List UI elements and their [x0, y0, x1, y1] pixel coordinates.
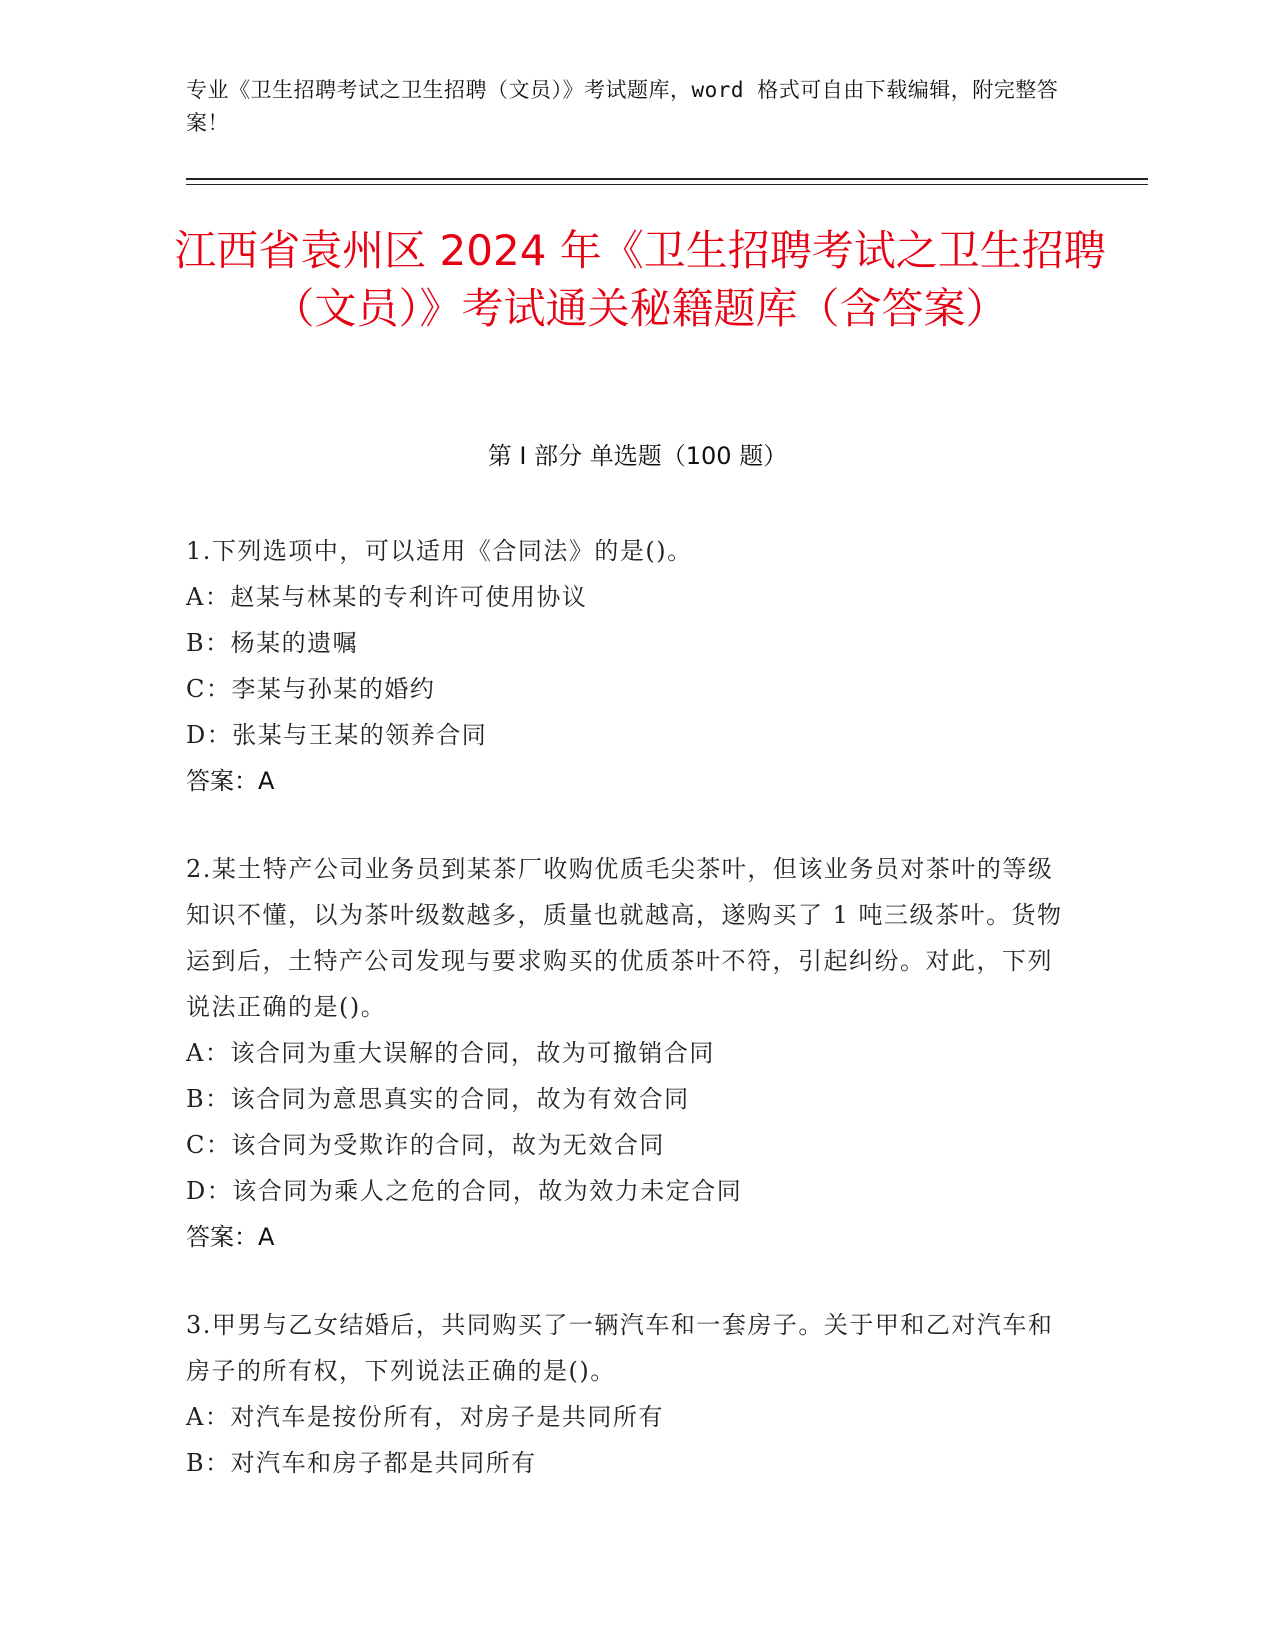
option-b: B：杨某的遗嘱 [186, 629, 359, 657]
question-stem: 3.甲男与乙女结婚后，共同购买了一辆汽车和一套房子。关于甲和乙对汽车和房子的所有权，下列说法正确的是()。 [186, 1311, 1054, 1385]
question-stem: 1.下列选项中，可以适用《合同法》的是()。 [186, 537, 693, 565]
option-d: D：该合同为乘人之危的合同，故为效力未定合同 [186, 1177, 743, 1205]
header-rule-thick [186, 178, 1148, 180]
header-rule-thin [186, 184, 1148, 185]
header-note: 专业《卫生招聘考试之卫生招聘（文员）》考试题库，word 格式可自由下载编辑，附完整答案！ [186, 78, 1059, 135]
option-d: D：张某与王某的领养合同 [186, 721, 488, 749]
option-b: B：该合同为意思真实的合同，故为有效合同 [186, 1085, 690, 1113]
question-1 [186, 528, 1066, 804]
question-3 [186, 1302, 1066, 1486]
document-title: 江西省袁州区 2024 年《卫生招聘考试之卫生招聘（文员）》考试通关秘籍题库（含答案） [174, 226, 1106, 333]
answer-label: 答案：A [186, 1223, 275, 1251]
question-2 [186, 846, 1066, 1260]
option-a: A：对汽车是按份所有，对房子是共同所有 [186, 1403, 664, 1431]
question-stem: 2.某土特产公司业务员到某茶厂收购优质毛尖茶叶，但该业务员对茶叶的等级知识不懂，以为茶叶级数越多，质量也就越高，遂购买了 1 吨三级茶叶。货物运到后，土特产公司发现与要求购买的优质茶叶不符，引起纠纷。对此，下列说法正确的是()。 [186, 855, 1063, 1021]
option-a: A：该合同为重大误解的合同，故为可撤销合同 [186, 1039, 715, 1067]
section-heading: 第 I 部分 单选题（100 题） [487, 442, 788, 470]
answer-label: 答案：A [186, 767, 275, 795]
question-list [186, 528, 1066, 1528]
option-c: C：李某与孙某的婚约 [186, 675, 436, 703]
option-a: A：赵某与林某的专利许可使用协议 [186, 583, 588, 611]
option-b: B：对汽车和房子都是共同所有 [186, 1449, 537, 1477]
option-c: C：该合同为受欺诈的合同，故为无效合同 [186, 1131, 665, 1159]
